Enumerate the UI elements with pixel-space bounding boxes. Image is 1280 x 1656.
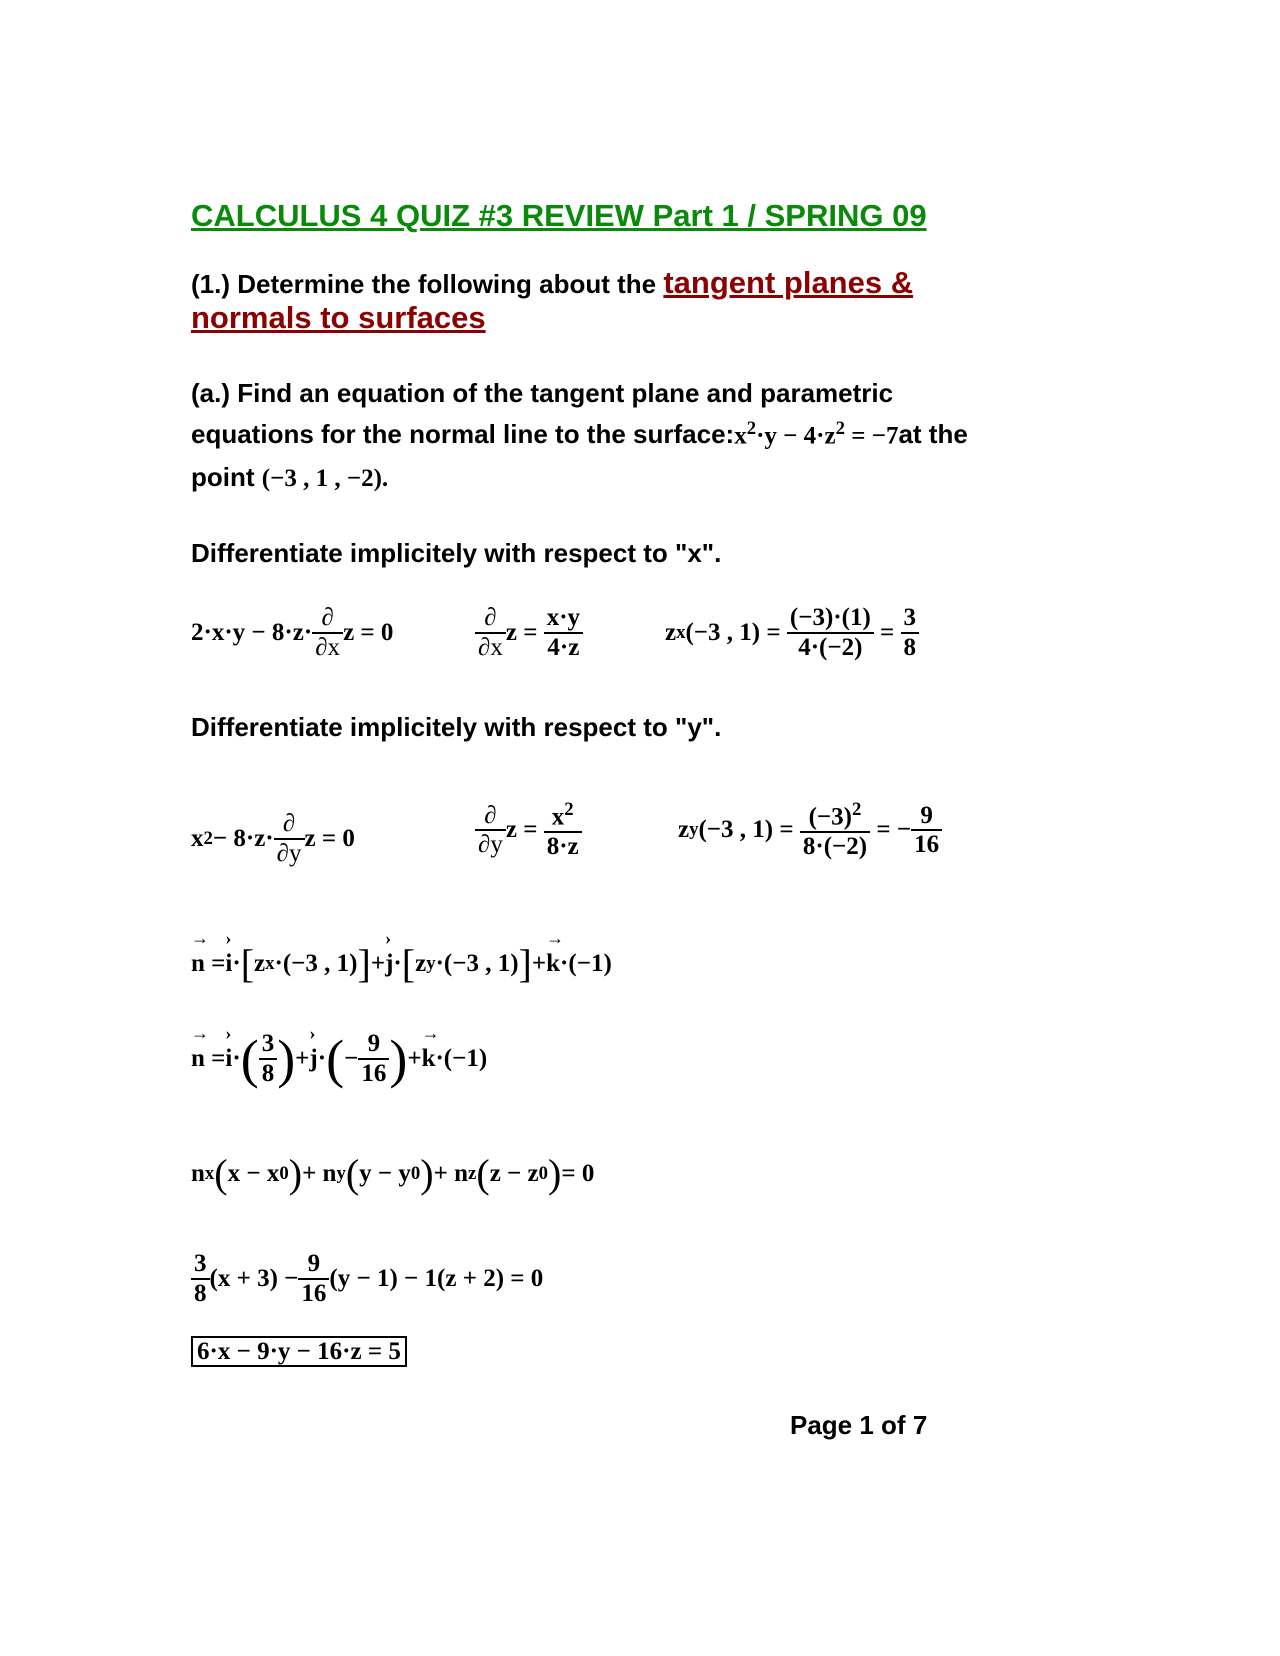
question-1-topic-wrap bbox=[191, 300, 486, 336]
diff-y-heading: Differentiate implicitely with respect to "y". bbox=[191, 712, 722, 742]
diff-y-eq3: z y (−3 , 1) = $\frac{(-3)^2}{8\cdot(-2)}$ = − $\frac{9}{16}$ bbox=[678, 800, 942, 860]
surface-equation: $x^2\cdot y - 4\cdot z^2 = -7$ bbox=[734, 418, 899, 450]
question-a-line1: (a.) Find an equation of the tangent plane and parametric bbox=[191, 378, 894, 408]
zy-frac: $\frac{x^2}{8\cdot z}$ bbox=[544, 800, 582, 860]
partial-x-frac-2: $\frac{\partial}{\partial x}$ bbox=[475, 604, 506, 661]
diff-x-eq3: z x (−3 , 1) = $\frac{(-3)\cdot(1)}{4\cdot(-2)}$ = $\frac{3}{8}$ bbox=[665, 604, 919, 661]
zx-value-frac: $\frac{(-3)\cdot(1)}{4\cdot(-2)}$ bbox=[787, 604, 874, 661]
diff-x-heading: Differentiate implicitely with respect to "x". bbox=[191, 538, 722, 568]
tangent-plane-answer: 6·x − 9·y − 16·z = 5 bbox=[191, 1336, 407, 1367]
diff-x-eq2: $\frac{\partial}{\partial x}$ z = $\frac{x\cdot y}{4\cdot z}$ bbox=[475, 604, 583, 661]
plane-substituted: $\frac{3}{8}$ (x + 3) − $\frac{9}{16}$ (y − 1) − 1(z + 2) = 0 bbox=[191, 1250, 543, 1307]
question-a-line2-text: equations for the normal line to the surface: bbox=[191, 419, 735, 450]
diff-y-eq1: x 2 − 8·z· $\frac{\partial}{\partial y}$ z = 0 bbox=[191, 810, 355, 867]
zy-value-frac: $\frac{(-3)^2}{8\cdot(-2)}$ bbox=[800, 800, 870, 860]
zy-result-frac: $\frac{9}{16}$ bbox=[911, 802, 942, 859]
question-a-line3 bbox=[191, 462, 388, 493]
question-1-topic-line2: normals to surfaces bbox=[191, 300, 486, 335]
question-1 bbox=[191, 265, 913, 301]
plane-general-form: n x ( x − x 0 ) + n y ( y − y 0 ) + n z ( z − z 0 ) = 0 bbox=[191, 1151, 595, 1196]
partial-y-frac: $\frac{\partial}{\partial y}$ bbox=[274, 810, 305, 867]
point-coords: (−3 , 1 , −2). bbox=[261, 465, 389, 492]
page-footer: Page 1 of 7 bbox=[790, 1410, 928, 1440]
partial-y-frac-2: $\frac{\partial}{\partial y}$ bbox=[475, 802, 506, 859]
zx-frac: $\frac{x\cdot y}{4\cdot z}$ bbox=[544, 604, 583, 661]
diff-y-eq2: $\frac{\partial}{\partial y}$ z = $\frac{x^2}{8\cdot z}$ bbox=[475, 800, 582, 860]
normal-vector-eq2: → n = › i · ( $\frac{3}{8}$ ) + › j · ( − $\frac{9}{16}$ ) + → k ·(−1) bbox=[191, 1022, 488, 1089]
surface-equation-rhs: = −7 bbox=[851, 422, 899, 450]
boxed-answer bbox=[191, 1338, 407, 1366]
page-title: CALCULUS 4 QUIZ #3 REVIEW Part 1 / SPRING 09 bbox=[191, 198, 927, 233]
question-a-line2 bbox=[191, 418, 968, 450]
question-a-line2-tail: at the bbox=[898, 419, 968, 450]
partial-x-frac: $\frac{\partial}{\partial x}$ bbox=[312, 604, 343, 661]
diff-x-eq1: 2·x·y − 8·z· $\frac{\partial}{\partial x}$ z = 0 bbox=[191, 604, 394, 661]
zx-result-frac: $\frac{3}{8}$ bbox=[901, 604, 920, 661]
question-a-line3-text: point bbox=[191, 462, 262, 492]
question-1-prefix: (1.) Determine the following about the bbox=[191, 269, 664, 299]
question-1-topic-line1: tangent planes & bbox=[663, 265, 914, 300]
normal-vector-eq1: → n = › i · [ z x ·(−3 , 1) ] + › j · [ z y ·(−3 , 1) ] + → k ·(−1) bbox=[191, 927, 612, 986]
